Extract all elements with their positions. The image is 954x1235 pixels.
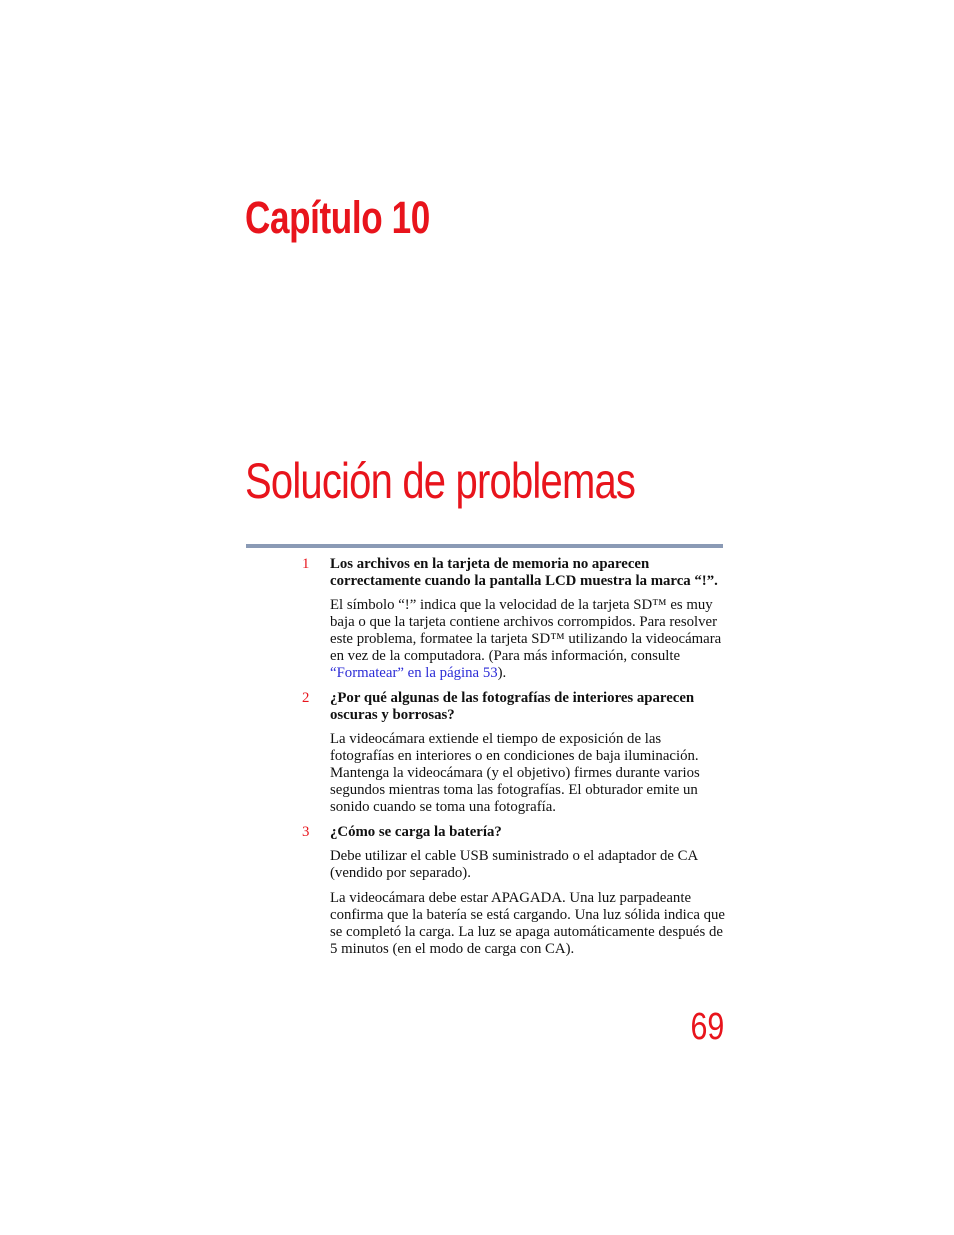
question-text: Los archivos en la tarjeta de memoria no aparecen correctamente cuando la pantalla LCD muestra la marca “!”. [330, 556, 718, 589]
troubleshooting-list [300, 556, 725, 966]
question-text: ¿Cómo se carga la batería? [330, 824, 502, 840]
answer-text-end: ). [497, 665, 507, 681]
answer-paragraph: La videocámara debe estar APAGADA. Una luz parpadeante confirma que la batería se está cargando. Una luz sólida indica que se completó la carga. La luz se apaga automáticamente después de 5 minutos (en el modo de carga con CA). [330, 890, 725, 957]
question-text: ¿Por qué algunas de las fotografías de interiores aparecen oscuras y borrosas? [330, 690, 695, 723]
question-item [300, 556, 725, 590]
question-number: 3 [302, 824, 310, 840]
page-title: Solución de problemas [245, 453, 636, 509]
title-divider [246, 544, 723, 548]
answer-paragraph: La videocámara extiende el tiempo de exposición de las fotografías en interiores o en condiciones de baja iluminación. Mantenga la videocámara (y el objetivo) firmes durante varios segundos mientras toma las fotografías. El obturador emite un sonido cuando se toma una fotografía. [330, 731, 700, 815]
question-number: 1 [302, 556, 310, 572]
page-number: 69 [690, 1006, 724, 1048]
question-item [300, 824, 725, 841]
answer-text: El símbolo “!” indica que la velocidad de la tarjeta SD™ es muy baja o que la tarjeta contiene archivos corrompidos. Para resolver este problema, formatee la tarjeta SD™ utilizando la videocámara en vez de la computadora. (Para más información, consulte [330, 597, 722, 664]
question-number: 2 [302, 690, 310, 706]
answer-paragraph [300, 597, 725, 682]
question-item [300, 690, 725, 724]
answer-paragraph: Debe utilizar el cable USB suministrado o el adaptador de CA (vendido por separado). [330, 848, 698, 881]
chapter-heading: Capítulo 10 [245, 192, 430, 243]
cross-reference-link[interactable]: “Formatear” en la página 53 [330, 665, 498, 681]
